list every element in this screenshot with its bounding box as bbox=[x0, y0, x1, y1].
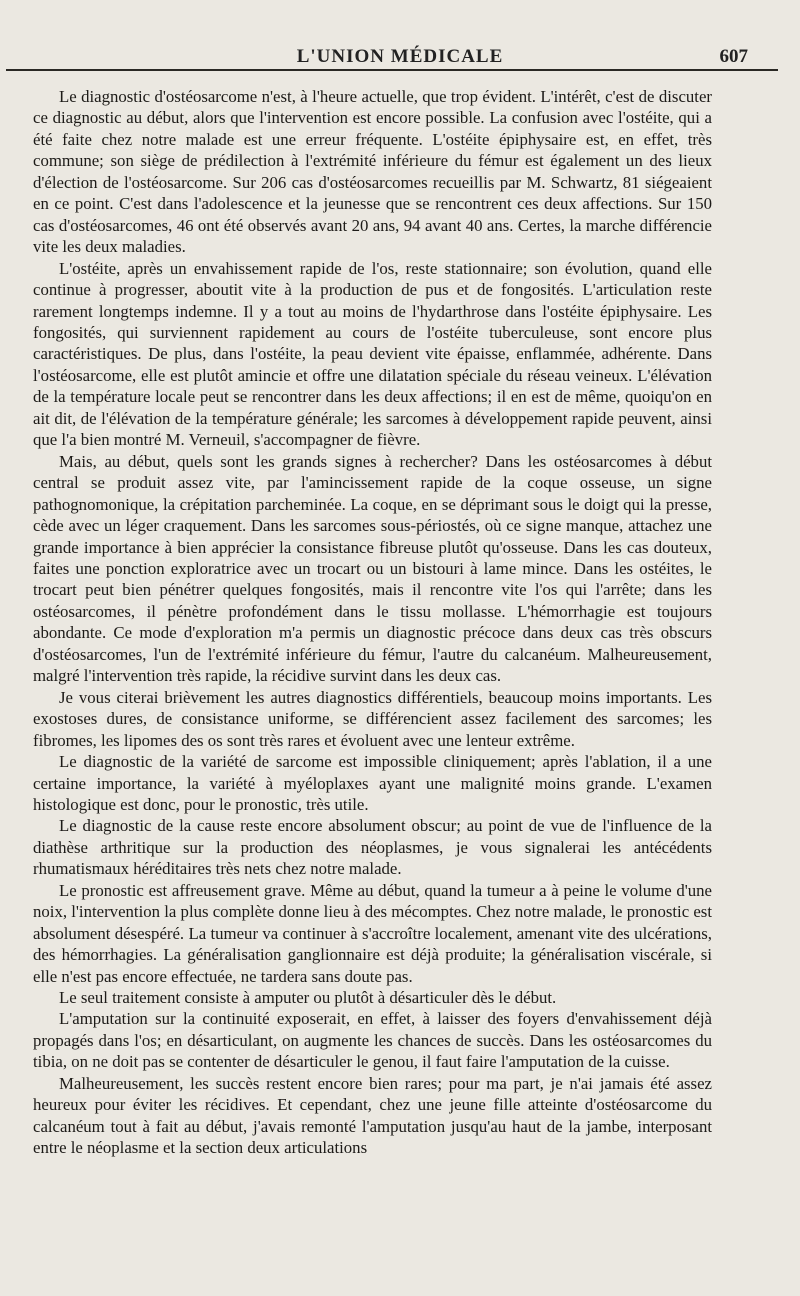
running-title: L'UNION MÉDICALE bbox=[296, 46, 504, 67]
page-header bbox=[30, 38, 770, 78]
paragraph: Le diagnostic de la cause reste encore absolument obscur; au point de vue de l'influence de la diathèse arthritique sur la production des néoplasmes, je vous signalerai les antécédents rhumatismaux héréditaires très nets chez notre malade. bbox=[33, 816, 712, 879]
paragraph: L'ostéite, après un envahissement rapide de l'os, reste stationnaire; son évolution, quand elle continue à progresser, aboutit vite à la production de pus et de fongosités. L'articulation reste rarement longtemps indemne. Il y a tout au moins de l'hydarthrose dans l'ostéite épiphysaire. Les fongosités, qui surviennent rapidement au cours de l'ostéite tuberculeuse, sont encore plus caractéristiques. De plus, dans l'ostéite, la peau devient vite épaisse, enflammée, adhérente. Dans l'ostéosarcome, elle est plutôt amincie et offre une dilatation spéciale du réseau veineux. L'élévation de la température locale peut se rencontrer dans les deux affections; il en est de même, quoiqu'on en ait dit, de l'élévation de la température générale; les sarcomes à développement rapide peuvent, ainsi que l'a bien montré M. Verneuil, s'accompagner de fièvre. bbox=[33, 258, 712, 450]
paragraph: Mais, au début, quels sont les grands signes à rechercher? Dans les ostéosarcomes à début central se produit assez vite, par l'amincissement rapide de la coque osseuse, un signe pathognomonique, la crépitation parcheminée. La coque, en se déprimant sous le doigt qui la presse, cède avec un léger craquement. Dans les sarcomes sous-périostés, où ce signe manque, attachez une grande importance à bien apprécier la consistance fibreuse plutôt qu'osseuse. Dans les cas douteux, faites une ponction exploratrice avec un trocart ou un bistouri à lame mince. Dans les ostéites, le trocart peut bien pénétrer quelques fongosités, mais il rencontre vite l'os qui l'arrête; dans les ostéosarcomes, il pénètre profondément dans le tissu mollasse. L'hémorrhagie est toujours abondante. Ce mode d'exploration m'a permis un diagnostic précoce dans deux cas très obscurs d'ostéosarcomes, l'un de l'extrémité inférieure du fémur, l'autre du calcanéum. Malheureusement, malgré l'intervention très rapide, la récidive survint dans les deux cas. bbox=[33, 451, 712, 686]
paragraph: Le diagnostic de la variété de sarcome est impossible cliniquement; après l'ablation, il a une certaine importance, la variété à myéloplaxes ayant une malignité moins grande. L'examen histologique est donc, pour le pronostic, très utile. bbox=[33, 752, 712, 814]
paragraph: Le seul traitement consiste à amputer ou plutôt à désarticuler dès le début. bbox=[59, 988, 557, 1008]
article-body bbox=[33, 86, 712, 1159]
paragraph: L'amputation sur la continuité exposerait, en effet, à laisser des foyers d'envahissement déjà propagés dans l'os; en désarticulant, on augmente les chances de succès. Dans les ostéosarcomes du tibia, on ne doit pas se contenter de désarticuler le genou, il faut faire l'amputation de la cuisse. bbox=[33, 1009, 712, 1072]
paragraph: Je vous citerai brièvement les autres diagnostics différentiels, beaucoup moins importants. Les exostoses dures, de consistance uniforme, se différencient assez facilement des sarcomes; les fibromes, les lipomes des os sont très rares et évoluent avec une lenteur extrême. bbox=[33, 687, 712, 750]
paragraph: Malheureusement, les succès restent encore bien rares; pour ma part, je n'ai jamais été assez heureux pour éviter les récidives. Et cependant, chez une jeune fille atteinte d'ostéosarcome du calcanéum tout à fait au début, j'avais remonté l'amputation jusqu'au haut de la jambe, interposant entre le néoplasme et la section deux articulations bbox=[33, 1073, 712, 1158]
header-rule bbox=[6, 69, 778, 71]
paragraph: Le pronostic est affreusement grave. Même au début, quand la tumeur a à peine le volume d'une noix, l'intervention la plus complète donne lieu à des mécomptes. Chez notre malade, le pronostic est absolument désespéré. La tumeur va continuer à s'accroître localement, amenant vite des ulcérations, des hémorrhagies. La généralisation ganglionnaire est déjà produite; la généralisation viscérale, si elle n'est pas encore effectuée, ne tardera sans doute pas. bbox=[33, 880, 712, 986]
paragraph: Le diagnostic d'ostéosarcome n'est, à l'heure actuelle, que trop évident. L'intérêt, c'est de discuter ce diagnostic au début, alors que l'intervention est encore possible. La confusion avec l'ostéite, qui a été faite chez notre malade est une erreur fréquente. L'ostéite épiphysaire est, en effet, très commune; son siège de prédilection à l'extrémité inférieure du fémur est également un des lieux d'élection de l'ostéosarcome. Sur 206 cas d'ostéosarcomes recueillis par M. Schwartz, 81 siégeaient en ce point. C'est dans l'adolescence et la jeunesse que se rencontrent ces deux affections. Sur 150 cas d'ostéosarcomes, 46 ont été observés avant 20 ans, 94 avant 40 ans. Certes, la marche différencie vite les deux maladies. bbox=[33, 87, 712, 257]
page-number: 607 bbox=[719, 46, 748, 67]
